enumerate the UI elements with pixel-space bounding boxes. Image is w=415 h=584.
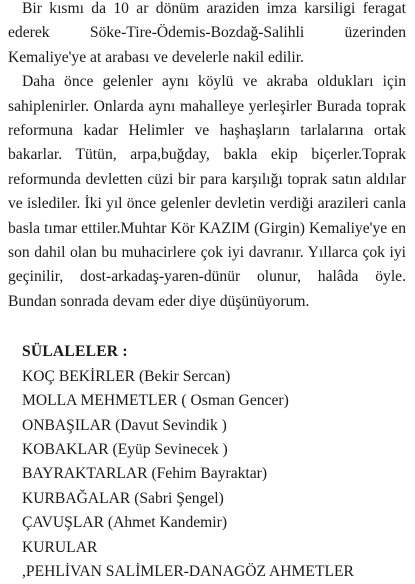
list-item: KURULAR — [22, 538, 98, 556]
sulaleler-list — [8, 365, 406, 584]
list-item: ONBAŞILAR (Davut Sevindik ) — [22, 416, 227, 434]
paragraph-1: Bir kısmı da 10 ar dönüm araziden imza karsiligi feragat ederek Söke-Tire-Ödemis-Bozdağ-Salihli üzerinden Kemaliye'ye at arabası ve develerle nakil edilir. — [8, 0, 406, 66]
list-item: BAYRAKTARLAR (Fehim Bayraktar) — [22, 465, 268, 483]
list-item: KURBAĞALAR (Sabri Şengel) — [22, 489, 224, 507]
sulaleler-heading: SÜLALELER : — [22, 343, 128, 361]
list-item: KOBAKLAR (Eyüp Sevinecek ) — [22, 441, 228, 458]
list-item: KOÇ BEKİRLER (Bekir Sercan) — [22, 367, 231, 385]
list-item: ,PEHLİVAN SALİMLER-DANAGÖZ AHMETLER — [22, 563, 354, 581]
paragraph-2: Daha önce gelenler aynı köylü ve akraba oldukları için sahiplenirler. Onlarda aynı mahalleye yerleşirler Burada toprak reformuna kadar Helimler ve haşhaşların tarlalarına ortak bakarlar. Tütün, arpa,buğday, bakla ekip biçerler.Toprak reformunda devletten cüzi bir para karşılığı toprak satın aldılar ve islediler. İki yıl önce gelenler devletin verdiği arazileri canla basla tımar ettiler.Muhtar Kör KAZIM (Girgin) Kemaliye'ye en son dahil olan bu muhacirlere çok iyi davranır. Yıllarca çok iyi geçinilir, dost-arkadaş-yaren-dünür olunur, halâda öyle. Bundan sonrada devam eder diye düşünüyorum. — [8, 73, 406, 310]
list-item: MOLLA MEHMETLER ( Osman Gencer) — [22, 392, 289, 410]
document-page — [8, 0, 406, 584]
list-item: ÇAVUŞLAR (Ahmet Kandemir) — [22, 514, 228, 532]
